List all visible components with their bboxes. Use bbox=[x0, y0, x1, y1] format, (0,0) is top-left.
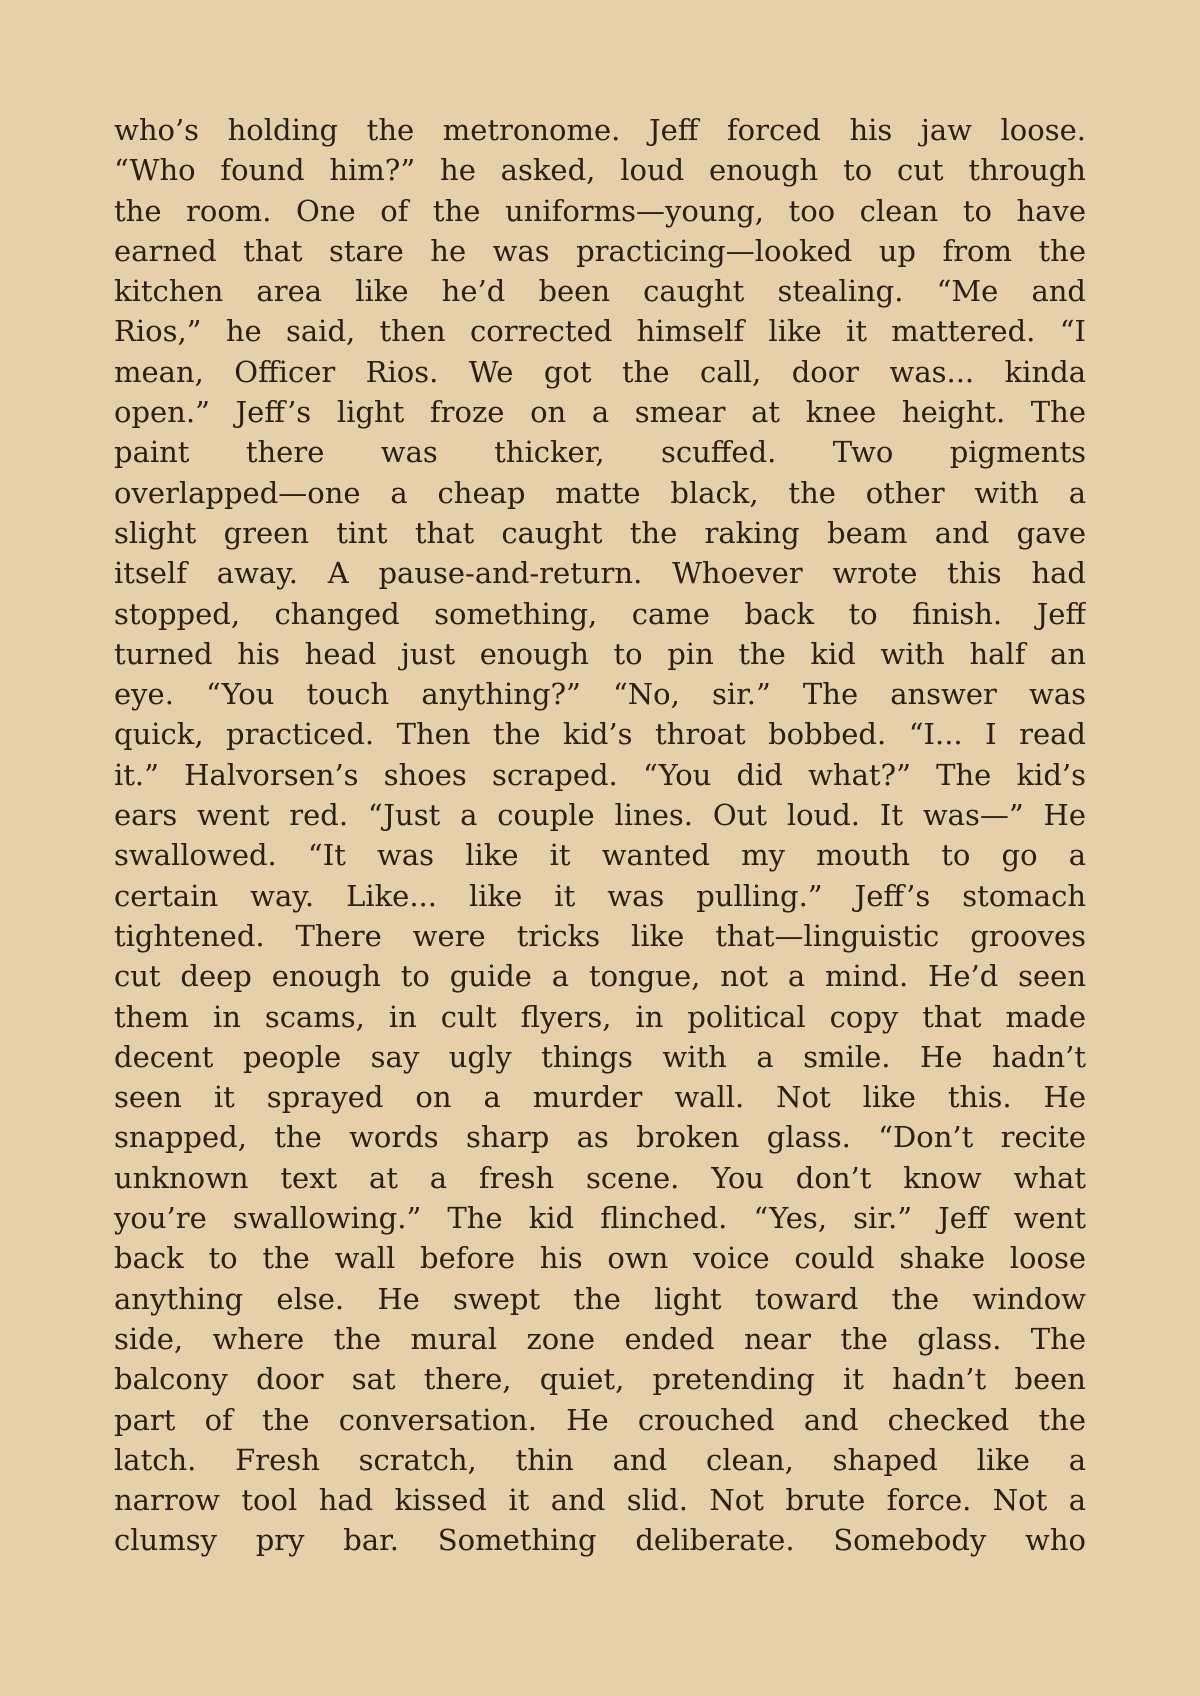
text-line: swallowed. “It was like it wanted my mouth to go a bbox=[114, 838, 1086, 873]
text-line: turned his head just enough to pin the kid with half an bbox=[114, 636, 1086, 671]
text-line: balcony door sat there, quiet, pretending it hadn’t been bbox=[114, 1362, 1086, 1397]
text-line: seen it sprayed on a murder wall. Not like this. He bbox=[114, 1080, 1086, 1115]
text-line: “Who found him?” he asked, loud enough to cut through bbox=[114, 153, 1086, 188]
text-line: side, where the mural zone ended near the glass. The bbox=[114, 1321, 1086, 1356]
text-line: certain way. Like... like it was pulling.” Jeff’s stomach bbox=[114, 878, 1086, 913]
text-line: clumsy pry bar. Something deliberate. Somebody who bbox=[114, 1523, 1086, 1558]
text-line: back to the wall before his own voice could shake loose bbox=[114, 1241, 1086, 1276]
text-line: earned that stare he was practicing—looked up from the bbox=[114, 233, 1086, 268]
text-line: overlapped—one a cheap matte black, the other with a bbox=[114, 475, 1086, 510]
text-line: latch. Fresh scratch, thin and clean, shaped like a bbox=[114, 1442, 1086, 1477]
text-line: them in scams, in cult flyers, in political copy that made bbox=[114, 999, 1086, 1034]
text-line: unknown text at a fresh scene. You don’t know what bbox=[114, 1160, 1086, 1195]
text-line: cut deep enough to guide a tongue, not a mind. He’d seen bbox=[114, 959, 1086, 994]
text-line: kitchen area like he’d been caught stealing. “Me and bbox=[114, 274, 1086, 309]
text-line: stopped, changed something, came back to finish. Jeff bbox=[114, 596, 1086, 631]
text-line: paint there was thicker, scuffed. Two pigments bbox=[114, 435, 1086, 470]
text-line: who’s holding the metronome. Jeff forced his jaw loose. bbox=[114, 113, 1086, 147]
text-line: anything else. He swept the light toward the window bbox=[114, 1281, 1086, 1316]
text-line: part of the conversation. He crouched and checked the bbox=[114, 1402, 1086, 1437]
text-line: ears went red. “Just a couple lines. Out loud. It was—” He bbox=[114, 798, 1086, 833]
text-line: tightened. There were tricks like that—linguistic grooves bbox=[114, 918, 1086, 953]
text-line: mean, Officer Rios. We got the call, door was... kinda bbox=[114, 354, 1086, 389]
text-line: narrow tool had kissed it and slid. Not brute force. Not a bbox=[114, 1483, 1086, 1518]
text-line: itself away. A pause-and-return. Whoever wrote this had bbox=[114, 556, 1086, 591]
text-line: the room. One of the uniforms—young, too clean to have bbox=[114, 193, 1086, 228]
text-line: quick, practiced. Then the kid’s throat bobbed. “I... I read bbox=[114, 717, 1086, 752]
text-line: decent people say ugly things with a smile. He hadn’t bbox=[114, 1039, 1086, 1074]
document-page bbox=[114, 110, 1086, 1561]
text-line: slight green tint that caught the raking beam and gave bbox=[114, 515, 1086, 550]
text-line: open.” Jeff’s light froze on a smear at knee height. The bbox=[114, 395, 1086, 430]
text-line: snapped, the words sharp as broken glass. “Don’t recite bbox=[114, 1120, 1086, 1155]
text-line: eye. “You touch anything?” “No, sir.” The answer was bbox=[114, 677, 1086, 712]
text-line: it.” Halvorsen’s shoes scraped. “You did what?” The kid’s bbox=[114, 757, 1086, 792]
text-line: you’re swallowing.” The kid flinched. “Yes, sir.” Jeff went bbox=[114, 1201, 1086, 1236]
text-line: Rios,” he said, then corrected himself like it mattered. “I bbox=[114, 314, 1086, 349]
